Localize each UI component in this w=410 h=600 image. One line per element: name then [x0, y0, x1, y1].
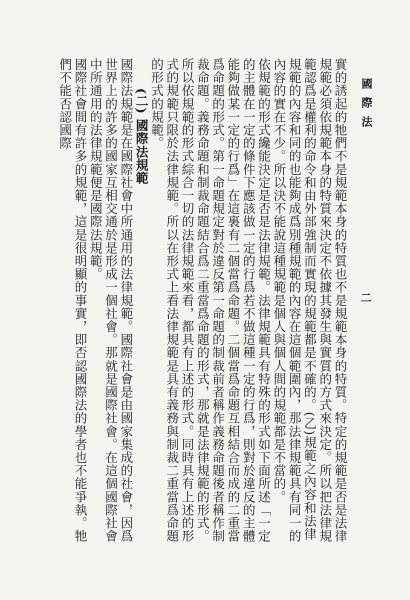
running-head: 國際法 — [360, 78, 373, 135]
page-number: 二 — [359, 292, 372, 303]
body-text — [57, 58, 348, 544]
section-heading: (二) 國際法規範 — [134, 88, 150, 185]
paragraph: 國際法規範是在國際社會中所通用的法律規範。國際社會是由國家集成的社會，因爲世界上的許多的國家互相交通於是形成一個社會。那就是國際社會。在這個國際社會中所通用的法律規範便是國際法規範。 — [88, 58, 134, 543]
paragraph: 所以依規範的形式綜合一切的法律規範來看，都具有上述的形式。同時具有上述的形式的規範只限於法律規範。所以在形式上看法律規範是具有義務與制裁二重當爲命題的形式的規範。 — [149, 58, 196, 543]
paragraph: 依規範的形式纔能決定是否是法律規範。法律規範具有特殊的形式如下面所述「一定的主體在一定的條件下應該做一定的行爲若不做這種一定的行爲，則對於違反的主體能夠做某一定的行爲」在這裏有二個當爲命題。二個當爲命題互相結合而成的二重當爲命題的形式。第一命題規定對於違反第一命題的制裁前者稱作義務命題後者稱作制裁命題。義務命題和制裁命題結合爲二重當爲命題的形式，那就是法律規範的形式。 — [195, 58, 272, 543]
paragraph: 國際社會間有許多的規範，這是很明顯的事實，即否認國際法的學者也不能爭執。牠們不能否認國際 — [57, 58, 88, 543]
paragraph: 實的誘起的牠們不是規範本身的特質也不是規範本身的特質。特定的規範是否是法律規範必須依規範本身的特質來決定不依據其發生與實質的方式來決定。所以把法律規範認爲是權利的命令和由外部強制而實現的規範都是不確的。(乙)規範之內容和法律規範的內容和同的也能夠成爲別種規範的內容在這個範圍內，那法律規範具有同一的內容的實在不少。所以決不能說這種規範是個人與個人間的規範都是不當的。 — [271, 58, 348, 543]
